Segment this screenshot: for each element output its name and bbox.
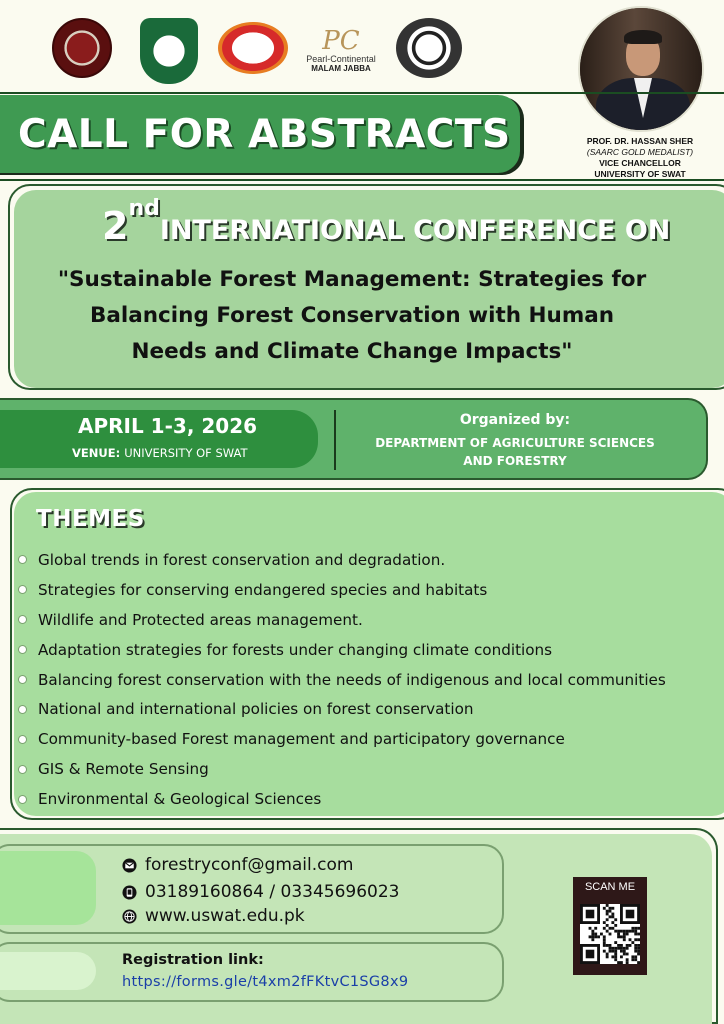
theme-item	[18, 694, 666, 724]
theme-text: Global trends in forest conservation and degradation.	[38, 550, 446, 569]
event-info-bar	[0, 398, 708, 480]
theme-item	[18, 605, 666, 635]
theme-item	[18, 754, 666, 784]
organizer-line-1: DEPARTMENT OF AGRICULTURE SCIENCES	[375, 436, 655, 450]
registration-link[interactable]: https://forms.gle/t4xm2fFKtvC1SG8x9	[122, 974, 409, 990]
ordinal-number: 2	[102, 204, 129, 248]
fs-society-logo	[396, 18, 462, 78]
registration-accent	[0, 952, 96, 990]
bullet-icon	[18, 585, 27, 594]
themes-heading: THEMES	[36, 506, 145, 532]
pc-location: MALAM JABBA	[311, 63, 371, 73]
bullet-icon	[18, 765, 27, 774]
email-line[interactable]	[122, 855, 353, 875]
theme-item	[18, 545, 666, 575]
bullet-icon	[18, 705, 27, 714]
person-caption	[560, 136, 720, 180]
theme-text: GIS & Remote Sensing	[38, 760, 209, 779]
pc-name: Pearl-Continental	[306, 53, 376, 64]
scan-me-label: SCAN ME	[584, 881, 636, 893]
bullet-icon	[18, 555, 27, 564]
theme-text: Adaptation strategies for forests under changing climate conditions	[38, 640, 553, 659]
theme-text: Environmental & Geological Sciences	[38, 790, 322, 809]
banner-heading: CALL FOR ABSTRACTS	[18, 111, 511, 157]
person-title: VICE CHANCELLOR	[599, 158, 681, 168]
conference-box	[14, 190, 724, 388]
theme-item	[18, 724, 666, 754]
venue-label: VENUE:	[72, 446, 121, 460]
bullet-icon	[18, 645, 27, 654]
theme-item	[18, 635, 666, 665]
call-for-abstracts-banner	[0, 95, 520, 173]
theme-text: Community-based Forest management and participatory governance	[38, 730, 565, 749]
pc-monogram: PC	[322, 25, 360, 56]
vertical-divider	[334, 410, 336, 470]
pearl-continental-logo	[296, 18, 386, 82]
event-venue	[72, 446, 248, 460]
phone-line[interactable]	[122, 882, 400, 902]
bullet-icon	[18, 675, 27, 684]
oric-logo	[218, 22, 288, 74]
conference-title	[102, 196, 671, 248]
theme-item	[18, 575, 666, 605]
topic-line-1: "Sustainable Forest Management: Strategies for	[57, 267, 647, 292]
theme-item	[18, 665, 666, 695]
qr-code-box[interactable]	[573, 877, 647, 975]
vice-chancellor-photo	[578, 6, 704, 132]
phone-numbers[interactable]: 03189160864 / 03345696023	[145, 882, 400, 902]
contact-accent	[0, 851, 96, 925]
divider-line	[0, 179, 724, 181]
hec-logo	[140, 18, 198, 84]
envelope-icon	[122, 858, 137, 873]
conference-topic	[28, 262, 676, 370]
topic-line-2: Balancing Forest Conservation with Human	[89, 303, 615, 328]
theme-text: National and international policies on forest conservation	[38, 700, 474, 719]
theme-item	[18, 784, 666, 814]
person-honor: (SAARC GOLD MEDALIST)	[586, 147, 694, 157]
divider-line	[0, 92, 724, 94]
organized-by-label: Organized by:	[459, 412, 571, 428]
person-institution: UNIVERSITY OF SWAT	[594, 169, 686, 179]
bullet-icon	[18, 795, 27, 804]
topic-line-3: Needs and Climate Change Impacts"	[131, 339, 573, 364]
organizer-name	[340, 434, 690, 470]
website-line[interactable]	[122, 906, 305, 926]
email-address[interactable]: forestryconf@gmail.com	[145, 855, 354, 875]
qr-code	[580, 904, 640, 964]
ordinal-suffix: nd	[128, 196, 160, 221]
person-name: PROF. DR. HASSAN SHER	[586, 136, 694, 146]
theme-text: Strategies for conserving endangered species and habitats	[38, 580, 488, 599]
bullet-icon	[18, 735, 27, 744]
venue-name: UNIVERSITY OF SWAT	[124, 446, 248, 460]
theme-text: Balancing forest conservation with the needs of indigenous and local communities	[38, 670, 666, 689]
conference-title-text: INTERNATIONAL CONFERENCE ON	[159, 215, 671, 246]
globe-icon	[122, 909, 137, 924]
registration-label: Registration link:	[122, 952, 264, 968]
event-dates: APRIL 1-3, 2026	[78, 414, 258, 438]
themes-list	[18, 545, 666, 814]
phone-icon	[122, 885, 137, 900]
theme-text: Wildlife and Protected areas management.	[38, 610, 363, 629]
website-url[interactable]: www.uswat.edu.pk	[145, 906, 305, 926]
organizer-line-2: AND FORESTRY	[463, 454, 567, 468]
bullet-icon	[18, 615, 27, 624]
university-of-swat-logo	[52, 18, 112, 78]
